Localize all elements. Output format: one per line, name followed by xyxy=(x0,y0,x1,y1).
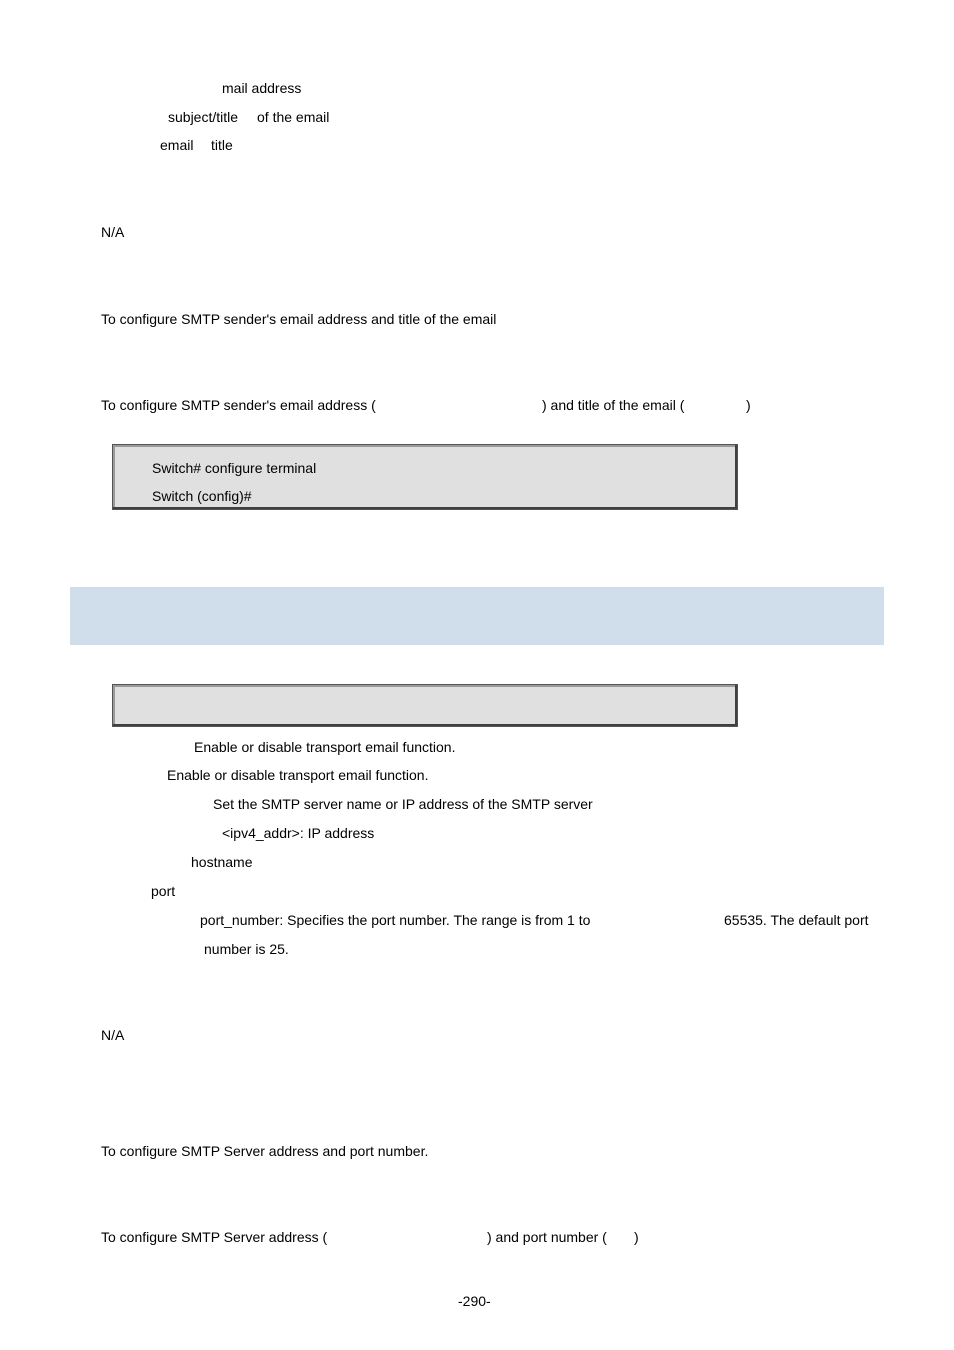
example-text-2-part1: To configure SMTP Server address ( xyxy=(101,1229,328,1245)
example-text-1-part1: To configure SMTP sender's email address ( xyxy=(101,397,376,413)
example-text-1-part2: ) and title of the email ( xyxy=(542,397,685,413)
default-value-2: N/A xyxy=(101,1027,125,1043)
param-desc-smtp-server: Set the SMTP server name or IP address of the SMTP server xyxy=(213,796,593,812)
command-syntax-box xyxy=(112,684,738,727)
code-example-box xyxy=(112,444,738,510)
page-number: -290- xyxy=(458,1293,491,1309)
param-mail-address: mail address xyxy=(222,80,302,96)
param-desc-port-default: number is 25. xyxy=(204,941,289,957)
param-subject-title-desc: of the email xyxy=(257,109,330,125)
default-value-1: N/A xyxy=(101,224,125,240)
param-desc-enable-email-2: Enable or disable transport email function. xyxy=(167,767,429,783)
param-title: title xyxy=(211,137,233,153)
param-desc-port-number: port_number: Specifies the port number. The range is from 1 to xyxy=(200,912,591,928)
code-line-config-prompt: Switch (config)# xyxy=(152,488,252,504)
section-heading-band xyxy=(70,587,884,645)
param-port: port xyxy=(151,883,176,899)
param-desc-ipv4-addr: <ipv4_addr>: IP address xyxy=(222,825,375,841)
usage-text-1: To configure SMTP sender's email address and title of the email xyxy=(101,311,497,327)
example-text-1-part3: ) xyxy=(746,397,751,413)
example-text-2-part2: ) and port number ( xyxy=(487,1229,607,1245)
param-desc-enable-email-1: Enable or disable transport email function. xyxy=(194,739,456,755)
param-desc-port-range: 65535. The default port xyxy=(724,912,869,928)
param-email: email xyxy=(160,137,194,153)
param-subject-title: subject/title xyxy=(168,109,239,125)
example-text-2-part3: ) xyxy=(634,1229,639,1245)
param-hostname: hostname xyxy=(191,854,253,870)
usage-text-2: To configure SMTP Server address and port number. xyxy=(101,1143,429,1159)
code-line-configure-terminal: Switch# configure terminal xyxy=(152,460,317,476)
